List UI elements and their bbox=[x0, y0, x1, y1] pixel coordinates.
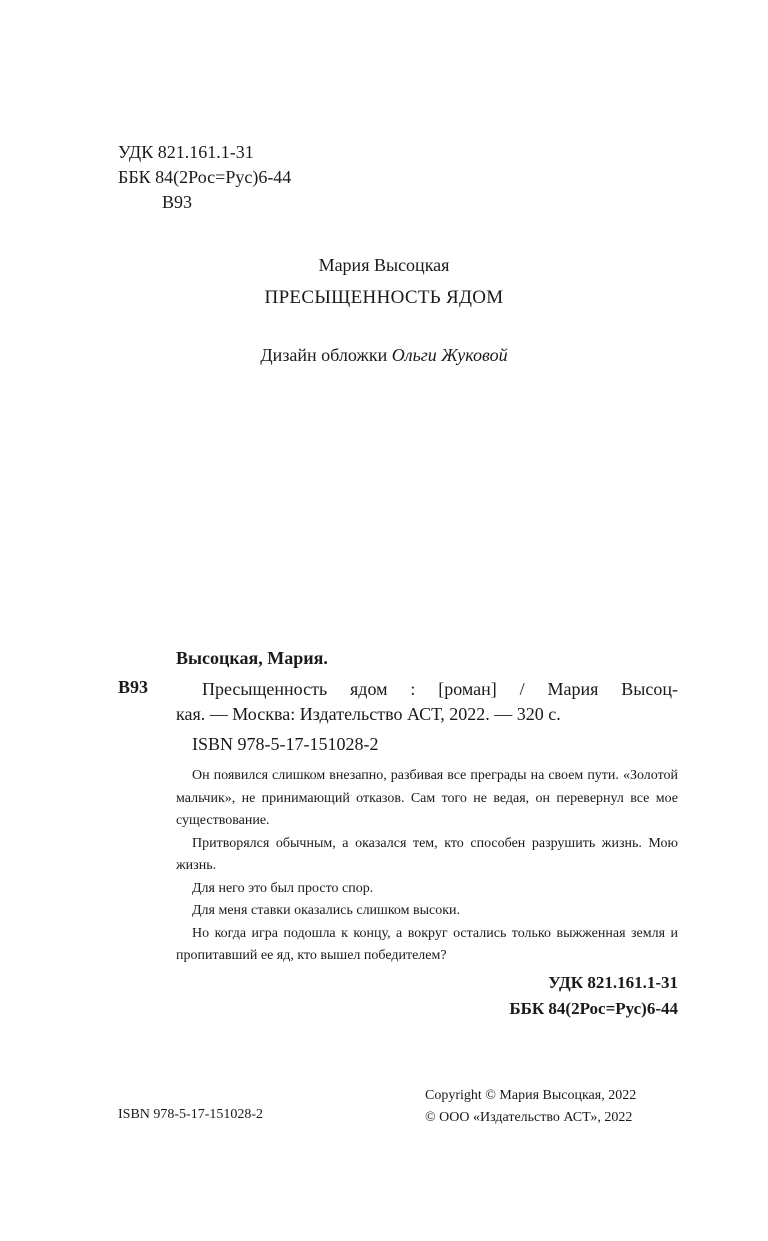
cover-design-credit bbox=[0, 345, 768, 366]
classification-block bbox=[118, 140, 291, 215]
book-author: Мария Высоцкая bbox=[318, 255, 450, 275]
card-classification bbox=[509, 970, 678, 1022]
annotation bbox=[176, 765, 678, 968]
copyright-author: Copyright © Мария Высоцкая, 2022 bbox=[425, 1088, 637, 1103]
annotation-paragraph: Для меня ставки оказались слишком высоки. bbox=[192, 903, 461, 918]
copyright-block bbox=[425, 1085, 636, 1129]
design-prefix: Дизайн обложки bbox=[260, 345, 388, 365]
card-description bbox=[176, 677, 678, 727]
udk-code: УДК 821.161.1-31 bbox=[118, 142, 254, 162]
designer-name: Ольги Жуковой bbox=[391, 345, 508, 365]
bbk-code: ББК 84(2Рос=Рус)6-44 bbox=[118, 167, 292, 187]
author-mark: В93 bbox=[162, 192, 193, 212]
annotation-paragraph: Притворялся обычным, а оказался тем, кто способен разрушить жизнь. Мою жизнь. bbox=[176, 835, 678, 873]
card-author-mark: В93 bbox=[118, 677, 149, 697]
annotation-paragraph: Для него это был просто спор. bbox=[192, 880, 374, 896]
book-title: ПРЕСЫЩЕННОСТЬ ЯДОМ bbox=[264, 287, 504, 308]
copyright-publisher: © ООО «Издательство АСТ», 2022 bbox=[425, 1110, 633, 1125]
annotation-paragraph: Он появился слишком внезапно, разбивая все преграды на своем пути. «Золотой мальчик», не принимающий отказов. Сам того не ведая, он перевернул все мое существование. bbox=[176, 768, 678, 828]
footer-isbn: ISBN 978-5-17-151028-2 bbox=[118, 1107, 264, 1122]
card-author-heading: Высоцкая, Мария. bbox=[176, 648, 328, 668]
card-udk: УДК 821.161.1-31 bbox=[548, 973, 678, 992]
card-bbk: ББК 84(2Рос=Рус)6-44 bbox=[509, 999, 678, 1018]
card-description-line2: кая. — Москва: Издательство АСТ, 2022. — 320 с. bbox=[176, 704, 561, 724]
card-isbn: ISBN 978-5-17-151028-2 bbox=[192, 734, 379, 754]
annotation-paragraph: Но когда игра подошла к концу, а вокруг остались только выжженная земля и пропитавший ее яд, кто вышел победителем? bbox=[176, 925, 678, 963]
card-description-line1: Пресыщенность ядом : [роман] / Мария Высоц- bbox=[202, 679, 678, 699]
